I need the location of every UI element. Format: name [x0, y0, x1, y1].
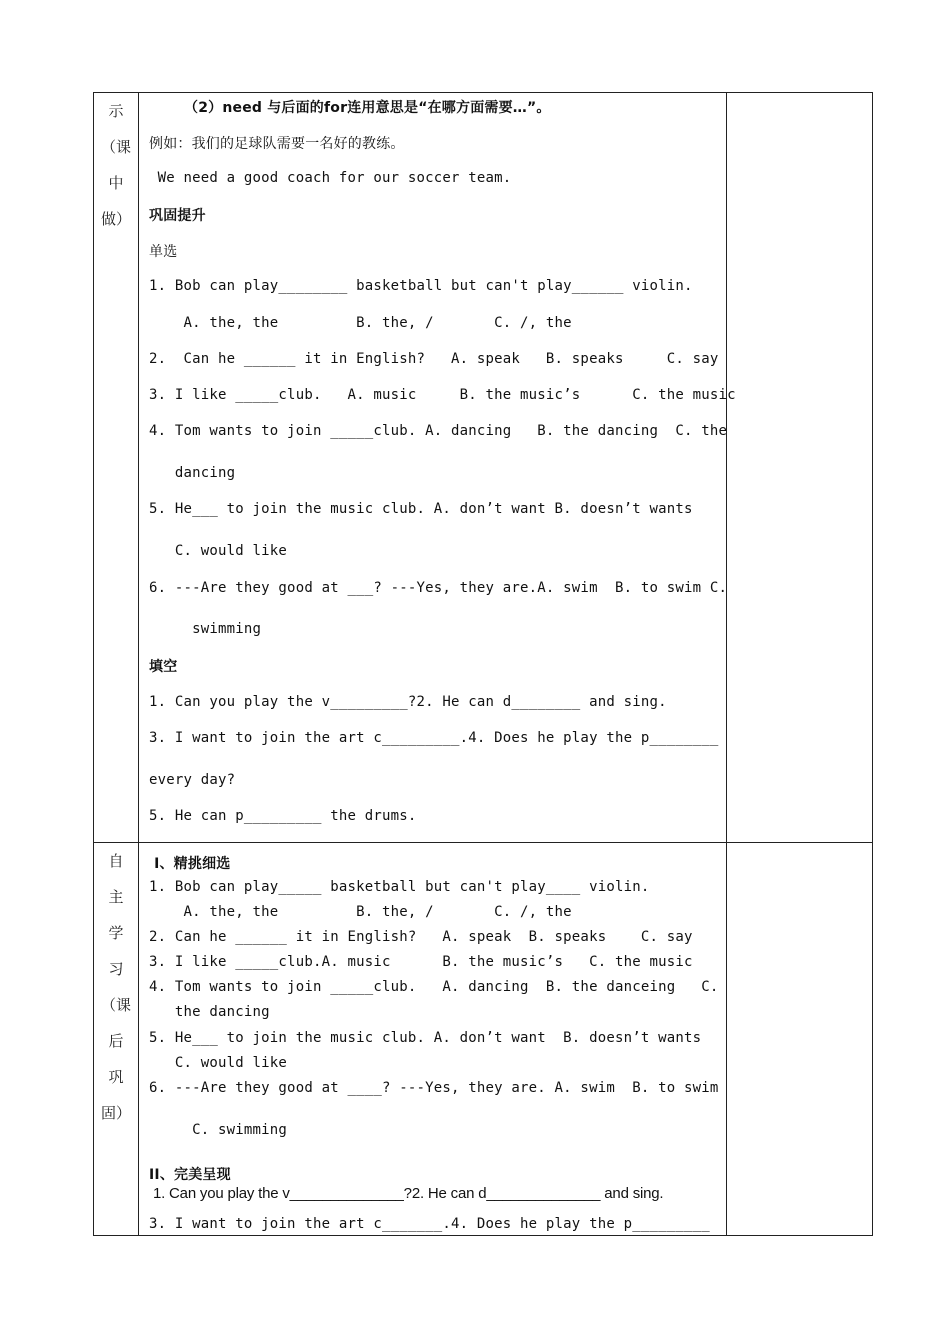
fill-line: 5. He can p_________ the drums.	[149, 808, 417, 824]
question-line: 1. Bob can play________ basketball but can't play______ violin.	[149, 278, 693, 294]
side-char: （课	[100, 138, 131, 156]
question-line: 6. ---Are they good at ____? ---Yes, they are. A. swim B. to swim	[149, 1080, 719, 1096]
section-heading: 巩固提升	[149, 208, 206, 224]
question-line: 3. I like _____club.A. music B. the music’s C. the music	[149, 954, 693, 970]
fill-line: 3. I want to join the art c_________.4. Does he play the p________	[149, 730, 719, 746]
question-continuation: the dancing	[149, 1004, 270, 1020]
side-char: 中	[108, 174, 124, 192]
options-line: A. the, the B. the, / C. /, the	[149, 904, 572, 920]
section-heading: I、精挑细选	[149, 856, 231, 872]
side-char: 后	[108, 1032, 124, 1050]
question-line: 5. He___ to join the music club. A. don’t want B. doesn’t wants	[149, 1030, 702, 1046]
side-char: 自	[108, 852, 124, 870]
question-line: 4. Tom wants to join _____club. A. dancing B. the dancing C. the	[149, 423, 728, 439]
side-char: 示	[108, 102, 124, 120]
row2-notes	[727, 843, 873, 1236]
question-continuation: C. swimming	[149, 1122, 288, 1138]
question-line: 1. Bob can play_____ basketball but can't play____ violin.	[149, 879, 650, 895]
example-label: 例如：我们的足球队需要一名好的教练。	[149, 136, 405, 152]
fill-line: 3. I want to join the art c_______.4. Does he play the p_________	[149, 1216, 710, 1232]
row1-content	[139, 93, 736, 843]
subsection-label: 单选	[149, 244, 178, 260]
question-continuation: dancing	[149, 465, 236, 481]
side-char: 巩	[108, 1068, 124, 1086]
row1-notes	[727, 93, 873, 843]
note-line: （2）need 与后面的for连用意思是“在哪方面需要…”。	[184, 100, 551, 116]
question-line: 3. I like _____club. A. music B. the music’s C. the music	[149, 387, 736, 403]
question-line: 2. Can he ______ it in English? A. speak B. speaks C. say	[149, 929, 693, 945]
section-heading: II、完美呈现	[149, 1167, 231, 1183]
fill-line: 1. Can you play the v_________?2. He can d________ and sing.	[149, 694, 667, 710]
side-char: 习	[108, 960, 124, 978]
side-char: 学	[108, 924, 124, 942]
question-continuation: C. would like	[149, 1055, 288, 1071]
question-line: 5. He___ to join the music club. A. don’t want B. doesn’t wants	[149, 501, 693, 517]
section-heading: 填空	[149, 659, 178, 675]
side-char: 主	[108, 888, 124, 906]
question-line: 4. Tom wants to join _____club. A. dancing B. the danceing C.	[149, 979, 719, 995]
lesson-table	[93, 92, 873, 1236]
question-line: 2. Can he ______ it in English? A. speak B. speaks C. say	[149, 351, 719, 367]
question-continuation: swimming	[149, 621, 262, 637]
row2-side-label	[94, 843, 139, 1236]
row2-content	[139, 843, 727, 1236]
fill-continuation: every day?	[149, 772, 236, 788]
side-char: 固）	[100, 1104, 131, 1122]
options-line: A. the, the B. the, / C. /, the	[149, 315, 572, 331]
row1-side-label	[94, 93, 139, 843]
side-char: （课	[100, 996, 131, 1014]
fill-line: 1. Can you play the v______________?2. He can d______________ and sing.	[149, 1185, 664, 1202]
question-line: 6. ---Are they good at ___? ---Yes, they are.A. swim B. to swim C.	[149, 580, 728, 596]
example-sentence: We need a good coach for our soccer team.	[149, 170, 512, 186]
question-continuation: C. would like	[149, 543, 288, 559]
side-char: 做）	[100, 210, 131, 228]
